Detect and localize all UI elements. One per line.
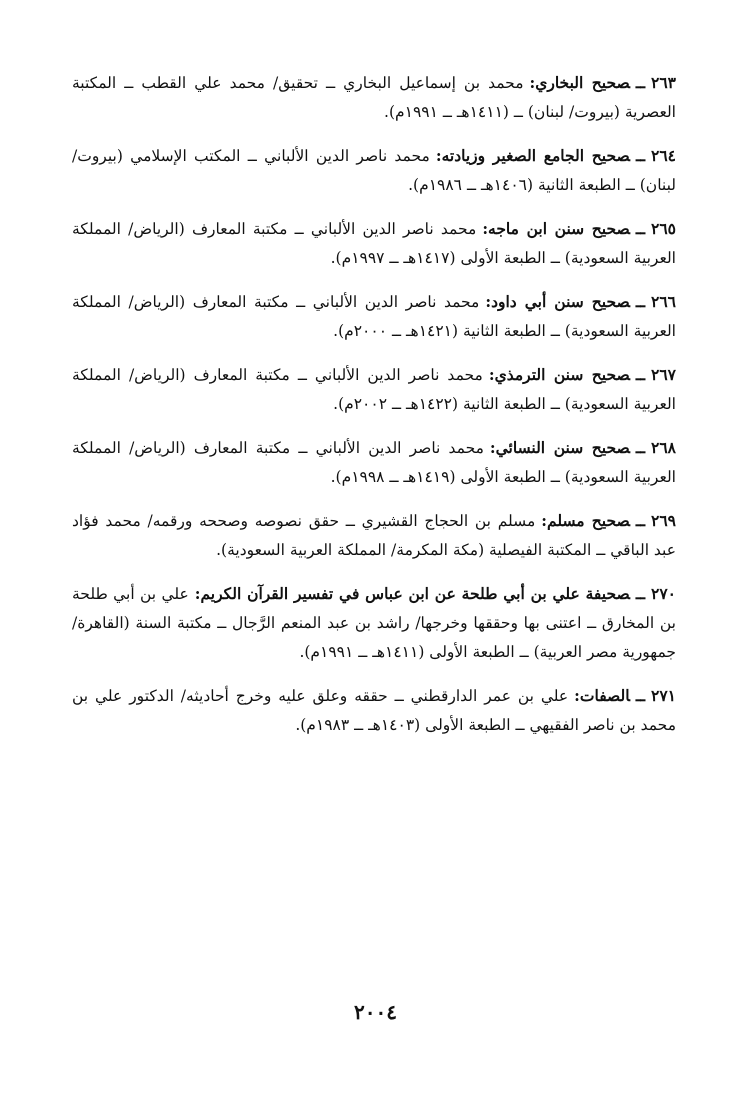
entry-number: ٢٦٦ bbox=[651, 292, 676, 311]
entry-number: ٢٦٨ bbox=[651, 438, 676, 457]
entry-text: محمد ناصر الدين الألباني ــ المكتب الإسلامي (بيروت/ لبنان) ــ الطبعة الثانية (١٤٠٦هـ ــ ١٩٨٦م). bbox=[72, 147, 676, 194]
bibliography-entry-264 bbox=[72, 141, 676, 200]
entry-dash: ــ bbox=[635, 511, 646, 530]
entry-dash: ــ bbox=[635, 365, 646, 384]
entry-title: صحيح سنن النسائي: bbox=[489, 438, 630, 457]
entry-title: صحيح سنن أبي داود: bbox=[485, 292, 630, 311]
entry-text: محمد ناصر الدين الألباني ــ مكتبة المعارف (الرياض/ المملكة العربية السعودية) ــ الطبعة الأولى (١٤١٩هـ ــ ١٩٩٨م). bbox=[72, 439, 676, 486]
entry-dash: ــ bbox=[635, 73, 646, 92]
entry-number: ٢٦٤ bbox=[651, 146, 677, 165]
bibliography-entry-265 bbox=[72, 214, 676, 273]
entry-title: الصفات: bbox=[574, 686, 630, 705]
entry-dash: ــ bbox=[635, 686, 646, 705]
entry-title: صحيح الجامع الصغير وزيادته: bbox=[435, 146, 630, 165]
entry-text: علي بن عمر الدارقطني ــ حققه وعلق عليه وخرج أحاديثه/ الدكتور علي بن محمد بن ناصر الفقيهي ــ الطبعة الأولى (١٤٠٣هـ ــ ١٩٨٣م). bbox=[72, 687, 676, 734]
entry-number: ٢٦٧ bbox=[651, 365, 676, 384]
entry-text: محمد ناصر الدين الألباني ــ مكتبة المعارف (الرياض/ المملكة العربية السعودية) ــ الطبعة الثانية (١٤٢١هـ ــ ٢٠٠٠م). bbox=[72, 293, 676, 340]
entry-dash: ــ bbox=[635, 438, 645, 457]
entry-number: ٢٦٥ bbox=[651, 219, 676, 238]
bibliography-entry-269 bbox=[72, 506, 676, 565]
entry-number: ٢٦٩ bbox=[651, 511, 676, 530]
entry-dash: ــ bbox=[635, 146, 646, 165]
entry-dash: ــ bbox=[635, 292, 646, 311]
entry-text: محمد بن إسماعيل البخاري ــ تحقيق/ محمد علي القطب ــ المكتبة العصرية (بيروت/ لبنان) ــ (١٤١١هـ ــ ١٩٩١م). bbox=[72, 74, 676, 121]
bibliography-entry-270 bbox=[72, 579, 676, 667]
entry-number: ٢٧١ bbox=[651, 686, 676, 705]
entry-title: صحيح البخاري: bbox=[529, 73, 630, 92]
bibliography-entry-267 bbox=[72, 360, 676, 419]
entry-number: ٢٦٣ bbox=[651, 73, 676, 92]
page-number: ٢٠٠٤ bbox=[354, 1000, 397, 1024]
entry-title: صحيح سنن الترمذي: bbox=[488, 365, 630, 384]
bibliography-entry-263 bbox=[72, 68, 676, 127]
entry-text: محمد ناصر الدين الألباني ــ مكتبة المعارف (الرياض/ المملكة العربية السعودية) ــ الطبعة الأولى (١٤١٧هـ ــ ١٩٩٧م). bbox=[72, 220, 676, 267]
bibliography-entry-266 bbox=[72, 287, 676, 346]
bibliography-entry-268 bbox=[72, 433, 676, 492]
entry-title: صحيح سنن ابن ماجه: bbox=[482, 219, 630, 238]
entry-text: محمد ناصر الدين الألباني ــ مكتبة المعارف (الرياض/ المملكة العربية السعودية) ــ الطبعة الثانية (١٤٢٢هـ ــ ٢٠٠٢م). bbox=[72, 366, 676, 413]
entry-number: ٢٧٠ bbox=[651, 584, 676, 603]
entry-dash: ــ bbox=[635, 219, 646, 238]
bibliography-list bbox=[72, 68, 676, 754]
entry-dash: ــ bbox=[635, 584, 645, 603]
entry-text: مسلم بن الحجاج القشيري ــ حقق نصوصه وصححه ورقمه/ محمد فؤاد عبد الباقي ــ المكتبة الفيصلية (مكة المكرمة/ المملكة العربية السعودية). bbox=[72, 512, 676, 559]
entry-text: علي بن أبي طلحة بن المخارق ــ اعتنى بها وحققها وخرجها/ راشد بن عبد المنعم الرَّجال ــ مكتبة السنة (القاهرة/ جمهورية مصر العربية) ــ الطبعة الأولى (١٤١١هـ ــ ١٩٩١م). bbox=[72, 585, 676, 661]
entry-title: صحيفة علي بن أبي طلحة عن ابن عباس في تفسير القرآن الكريم: bbox=[194, 584, 630, 603]
entry-title: صحيح مسلم: bbox=[541, 511, 630, 530]
bibliography-entry-271 bbox=[72, 681, 676, 740]
